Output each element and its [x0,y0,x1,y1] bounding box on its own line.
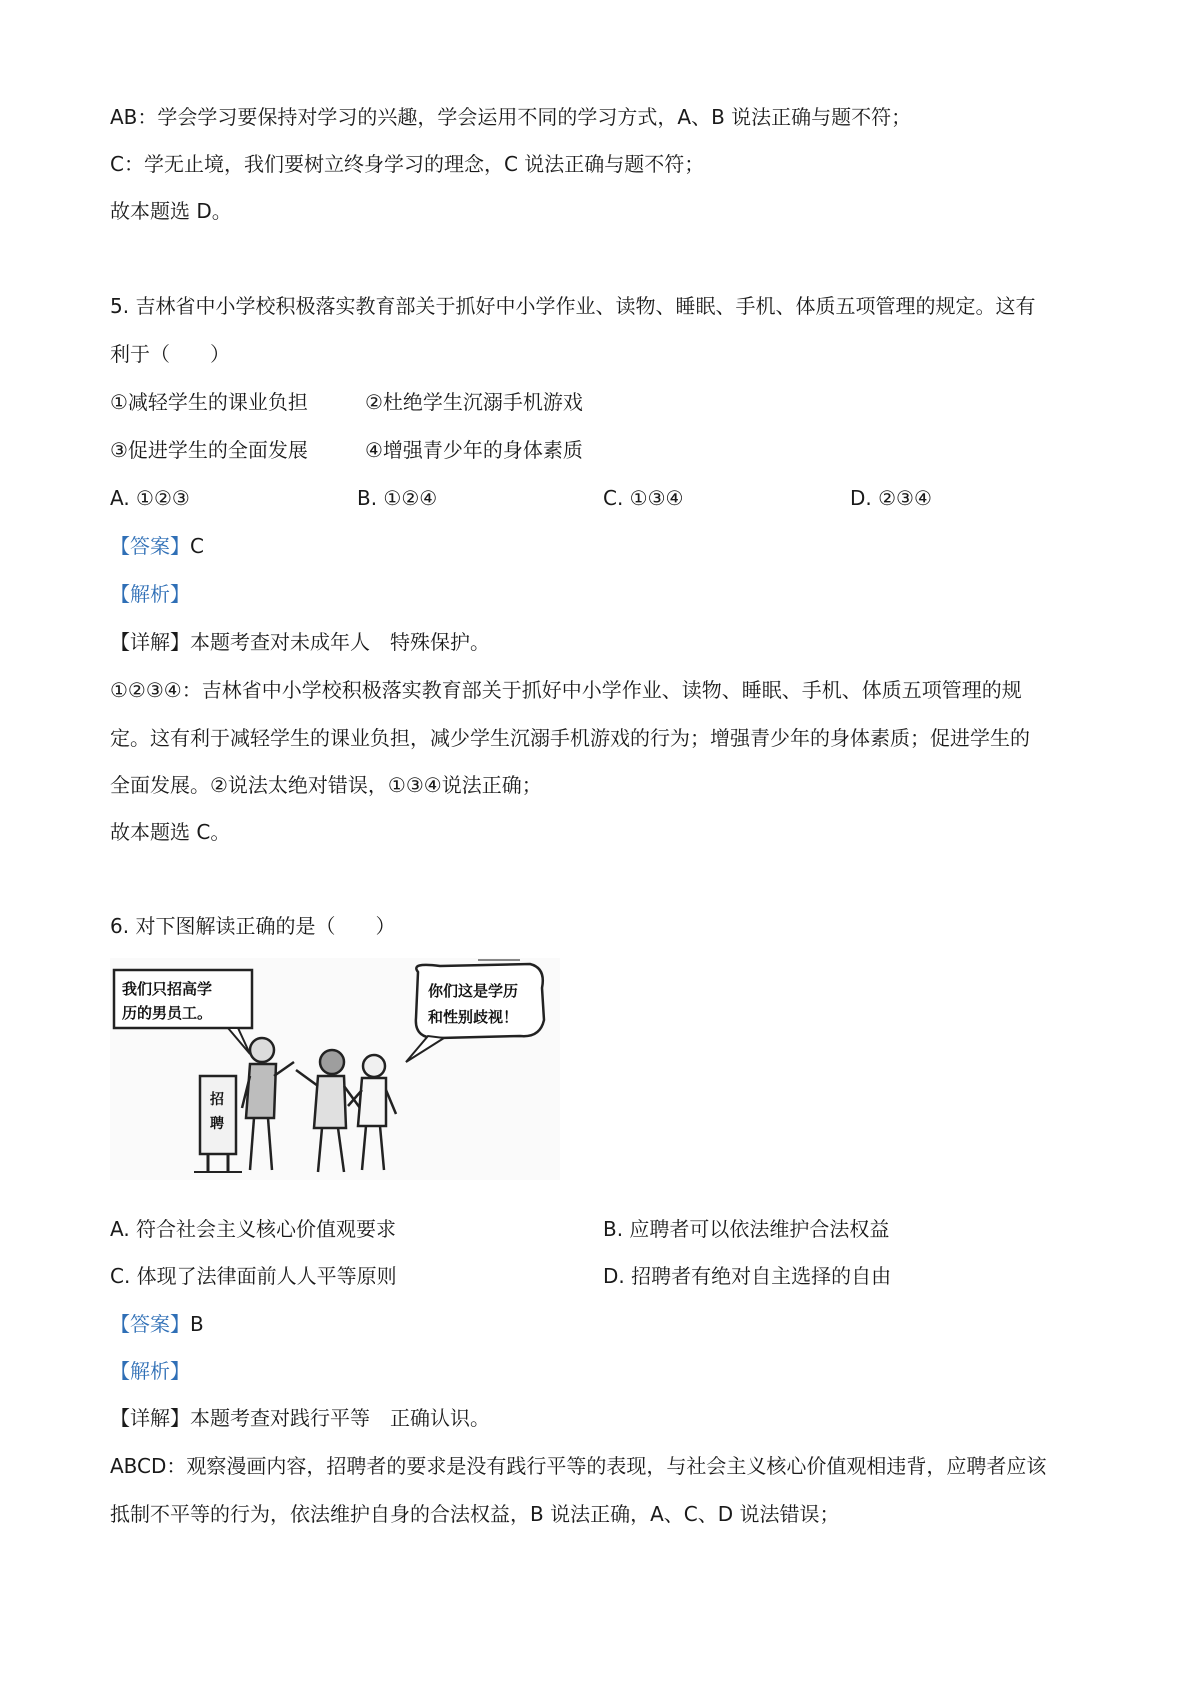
cartoon-bubble-left-line2: 历的男员工。 [122,1004,213,1022]
cartoon-sign-line2: 聘 [210,1116,224,1132]
q6-option-a: A. 符合社会主义核心价值观要求 [110,1217,397,1241]
q5-option-a: A. ①②③ [110,486,190,510]
q6-option-d: D. 招聘者有绝对自主选择的自由 [603,1264,892,1288]
q5-conclusion: 故本题选 C。 [110,820,231,844]
q5-answer-value: C [190,534,204,558]
q6-answer [110,1310,204,1338]
q6-explain-line2: 抵制不平等的行为，依法维护自身的合法权益，B 说法正确，A、C、D 说法错误； [110,1502,840,1526]
q5-detail: 【详解】本题考查对未成年人 特殊保护。 [110,630,490,654]
q6-analysis-tag: 【解析】 [110,1359,190,1383]
q5-analysis-tag: 【解析】 [110,582,190,606]
q5-statement-2: ②杜绝学生沉溺手机游戏 [365,390,583,414]
q5-statement-1: ①减轻学生的课业负担 [110,390,308,414]
q6-option-c: C. 体现了法律面前人人平等原则 [110,1264,397,1288]
q5-statement-3: ③促进学生的全面发展 [110,438,308,462]
q5-option-b: B. ①②④ [357,486,438,510]
q4-analysis-c: C：学无止境，我们要树立终身学习的理念，C 说法正确与题不符； [110,152,705,176]
q5-explain-line3: 全面发展。②说法太绝对错误，①③④说法正确； [110,773,542,797]
q4-conclusion: 故本题选 D。 [110,199,232,223]
cartoon-bubble-left-line1: 我们只招高学 [122,980,213,998]
q6-answer-value: B [190,1312,204,1336]
q6-detail: 【详解】本题考查对践行平等 正确认识。 [110,1406,490,1430]
q5-stem-line2: 利于（ ） [110,342,230,366]
q5-option-d: D. ②③④ [850,486,932,510]
q6-option-b: B. 应聘者可以依法维护合法权益 [603,1217,890,1241]
q5-stem-line1: 5. 吉林省中小学校积极落实教育部关于抓好中小学作业、读物、睡眠、手机、体质五项管理的规定。这有 [110,294,1036,318]
q5-answer-tag: 【答案】 [110,534,190,558]
q6-answer-tag: 【答案】 [110,1312,190,1336]
cartoon-bubble-right-line1: 你们这是学历 [428,982,519,1000]
q6-explain-line1: ABCD：观察漫画内容，招聘者的要求是没有践行平等的表现，与社会主义核心价值观相违背，应聘者应该 [110,1454,1047,1478]
q5-explain-line2: 定。这有利于减轻学生的课业负担，减少学生沉溺手机游戏的行为；增强青少年的身体素质；促进学生的 [110,726,1030,750]
q5-explain-line1: ①②③④：吉林省中小学校积极落实教育部关于抓好中小学作业、读物、睡眠、手机、体质五项管理的规 [110,678,1022,702]
cartoon-sign-line1: 招 [210,1092,224,1108]
q4-analysis-ab: AB：学会学习要保持对学习的兴趣，学会运用不同的学习方式，A、B 说法正确与题不符； [110,105,912,129]
q5-option-c: C. ①③④ [603,486,684,510]
q5-statement-4: ④增强青少年的身体素质 [365,438,583,462]
cartoon-bubble-right-line2: 和性别歧视！ [428,1008,519,1026]
recruitment-cartoon [110,958,560,1180]
q6-stem: 6. 对下图解读正确的是（ ） [110,914,396,938]
q5-answer [110,532,204,560]
